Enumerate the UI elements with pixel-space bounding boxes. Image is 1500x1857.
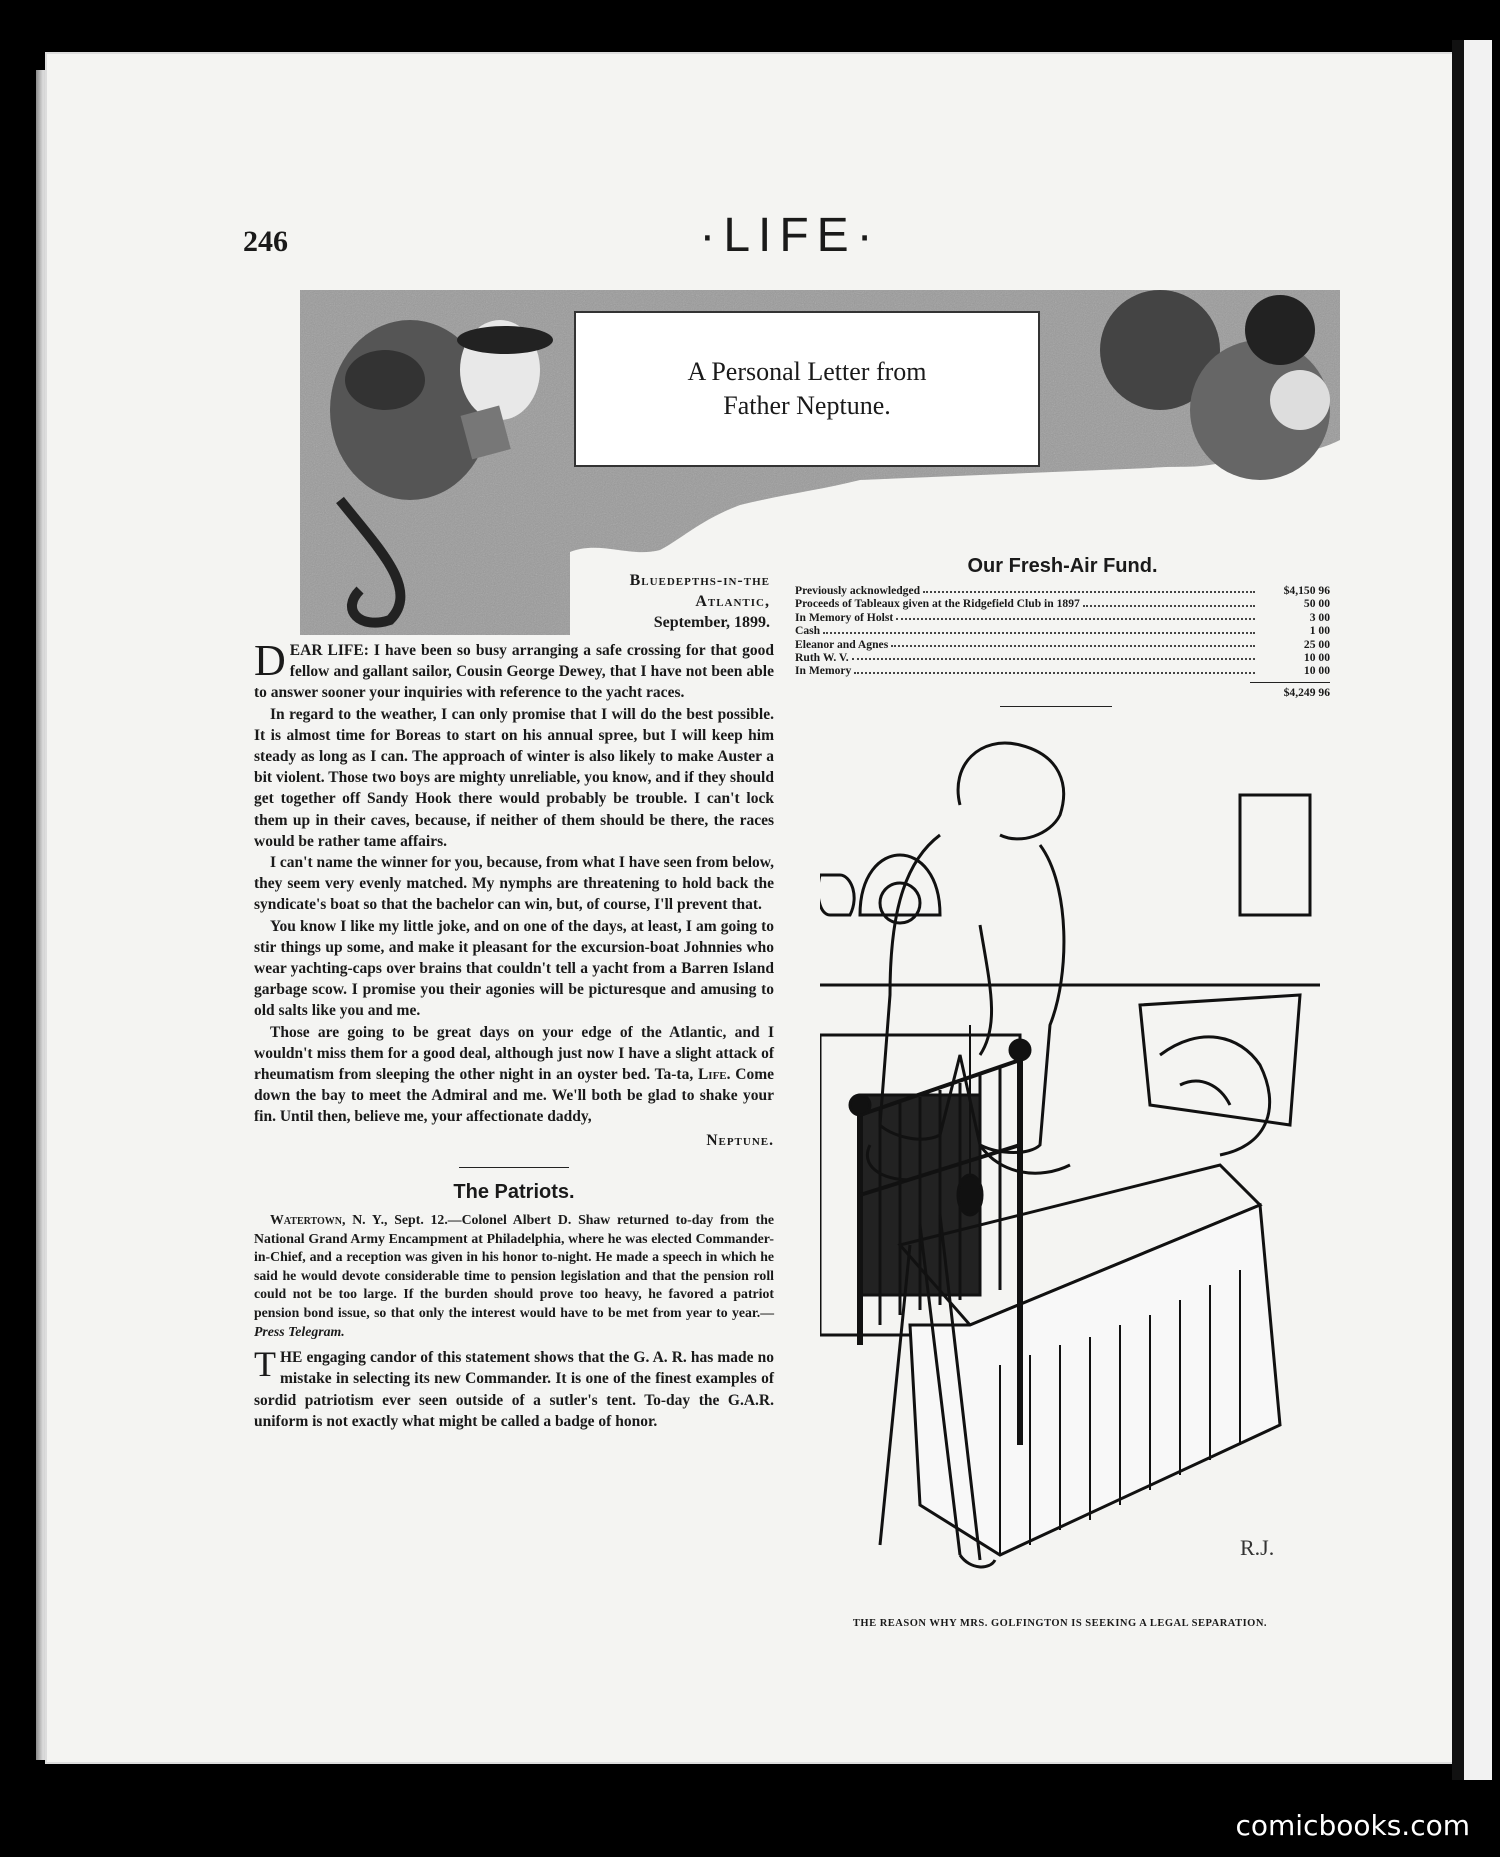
fund-heading: Our Fresh-Air Fund.	[967, 555, 1158, 577]
patriots-place: Watertown,	[270, 1212, 346, 1228]
letter-p5-a: Those are going to be great days on your edge of the Atlantic, and I wouldn't miss them for a good deal, although just now I have a slight attack of rheumatism from sleeping the other night in an oyster bed. Ta-ta,	[254, 1023, 774, 1084]
fund-row	[795, 638, 1330, 651]
letter-column	[254, 636, 775, 1432]
letter-p1-text: I have been so busy arranging a safe crossing for that good fellow and gallant sailor, Cousin George Dewey, that I have not been able to answer sooner your inquiries with reference to the yacht races.	[254, 642, 774, 702]
dateline	[580, 570, 770, 633]
fund-row-label: In Memory of Holst	[795, 610, 894, 624]
patriots-news-text: N. Y., Sept. 12.—Colonel Albert D. Shaw returned to-day from the National Grand Army Encampment at Philadelphia, where he was elected Commander-in-Chief, and a reception was given in his honor to-night. He made a speech in which he said he would devote considerable time to pension legislation and that the pension roll could not be too large. If the burden should prove too heavy, he favored a patriot pension bond issue, so that only the interest would have to be met from year to year.—	[254, 1212, 775, 1321]
fund-row	[795, 611, 1330, 624]
cartoon-signature: R.J.	[1240, 1535, 1275, 1560]
fund-row-amount: $4,150 96	[1283, 584, 1330, 597]
fund-row-amount: 3 00	[1309, 610, 1330, 624]
fund-row-amount: 25 00	[1303, 637, 1330, 651]
fund-row	[795, 584, 1330, 597]
patriots-news-item	[254, 1211, 774, 1341]
fund-row-label: Cash	[795, 624, 821, 638]
fund-total: $4,249 96	[1250, 682, 1330, 699]
dateline-date: September, 1899.	[653, 614, 770, 631]
fund-row-label: Ruth W. V.	[795, 651, 849, 665]
page-number: 246	[243, 225, 288, 258]
section-divider	[459, 1167, 569, 1168]
letter-p5-life: Life.	[697, 1066, 731, 1084]
banner-title-line1: A Personal Letter from	[687, 357, 927, 386]
fund-row-amount: 50 00	[1303, 597, 1330, 611]
golfer-cartoon	[820, 725, 1320, 1595]
letter-signature: Neptune.	[706, 1131, 774, 1149]
fund-row-amount: 10 00	[1303, 651, 1330, 665]
cartoon-caption: THE REASON WHY MRS. GOLFINGTON IS SEEKING A LEGAL SEPARATION.	[852, 1618, 1268, 1629]
letter-paragraph-3: I can't name the winner for you, because, from what I have seen from below, they seem very evenly matched. My nymphs are threatening to hold back the syndicate's boat so that the bachelor can win, but, of course, I'll prevent that.	[254, 854, 774, 914]
patriots-heading: The Patriots.	[453, 1180, 575, 1203]
fresh-air-fund	[795, 555, 1330, 699]
fund-row-label: Eleanor and Agnes	[795, 637, 889, 651]
fund-row	[795, 624, 1330, 637]
fund-row	[795, 597, 1330, 610]
letter-dropcap: D	[254, 636, 286, 685]
patriots-source: Press Telegram.	[254, 1323, 345, 1339]
fund-row-label: Previously acknowledged	[795, 584, 921, 597]
letter-paragraph-1	[254, 636, 774, 704]
fund-row-amount: 1 00	[1309, 624, 1330, 638]
fund-row	[795, 664, 1330, 677]
letter-paragraph-2: In regard to the weather, I can only promise that I will do the best possible. It is almost time for Boreas to start on his annual spree, but I will keep him steady as long as I can. The approach of winter is also likely to make Auster a bit violent. Those two boys are mighty unreliable, you know, and if they should get together off Sandy Hook there would probably be trouble. I can't lock them up in their caves, because, if neither of them should be there, the races would be rather tame affairs.	[254, 705, 774, 850]
letter-paragraph-4: You know I like my little joke, and on one of the days, at least, I am going to stir things up some, and make it pleasant for the excursion-boat Johnnies who wear yachting-caps over brains that couldn't tell a yacht from a Barren Island garbage scow. I promise you their agonies will be picturesque and amusing to old salts like you and me.	[254, 917, 774, 1020]
fund-row-amount: 10 00	[1303, 664, 1330, 678]
banner-title-box	[574, 311, 1040, 467]
fund-row-label: Proceeds of Tableaux given at the Ridgefield Club in 1897	[795, 597, 1080, 611]
banner-title-line2: Father Neptune.	[723, 391, 891, 420]
fund-row	[795, 651, 1330, 664]
watermark: comicbooks.com	[1235, 1809, 1470, 1842]
dateline-place2: Atlantic,	[695, 593, 770, 610]
fund-divider	[1000, 706, 1112, 707]
next-page-edge	[1452, 40, 1500, 1780]
letter-paragraph-5	[254, 1022, 774, 1128]
dateline-place1: Bluedepths-in-the	[629, 572, 770, 589]
letter-salutation: EAR LIFE:	[289, 642, 369, 659]
patriots-comment	[254, 1344, 774, 1432]
patriots-dropcap: T	[254, 1344, 276, 1385]
patriots-comment-text: HE engaging candor of this statement shows that the G. A. R. has made no mistake in selecting its new Commander. It is one of the finest examples of sordid patriotism ever seen outside of a sutler's tent. To-day the G.A.R. uniform is not exactly what might be called a badge of honor.	[254, 1349, 774, 1430]
masthead: ·LIFE·	[699, 209, 881, 262]
letter-p5-b: Come down the bay to meet the Admiral and me. We'll both be glad to shake your fin. Until then, believe me, your affectionate daddy,	[254, 1066, 775, 1126]
fund-row-label: In Memory	[795, 664, 852, 678]
